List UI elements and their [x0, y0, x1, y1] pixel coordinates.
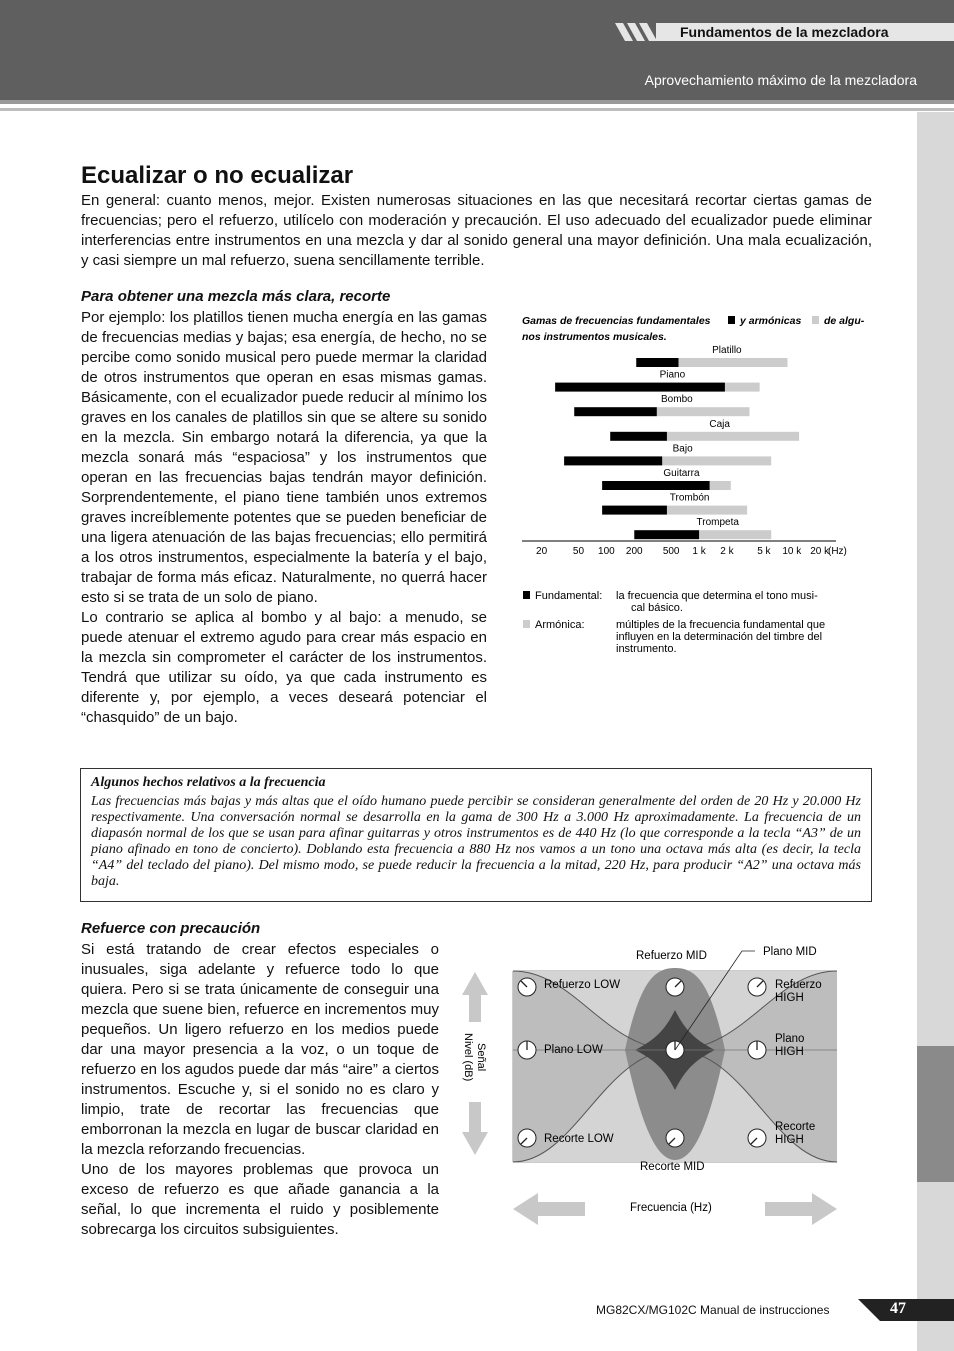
section2-paragraph-1: Si está tratando de crear efectos especiales o inusuales, siga adelante y refuerce todo lo que quiera. Pero si se trata únicamente de conseguir una mezcla que suene bien, refuerce en incrementos muy pequeños. Un ligero refuerzo en los medios puede dar una mayor presencia a la voz, o un toque de refuerzo en los agudos puede dar más “aire” a ciertos instrumentos. Escuche y, si el sonido no es claro y limpio, trate de recortar las frecuencias que emborronan la mezcla en lugar de buscar claridad en la mezcla reforzando frecuencias.	[81, 941, 439, 1158]
left-arrow-icon	[513, 1193, 585, 1225]
footer-manual-title: MG82CX/MG102C Manual de instrucciones	[596, 1303, 830, 1317]
x-axis-unit: (Hz)	[828, 546, 847, 557]
right-arrow-icon	[765, 1193, 837, 1225]
knob-recorte-low	[518, 1129, 536, 1147]
label-plano-high-1: Plano	[775, 1033, 805, 1045]
chart-title-part1: Gamas de frecuencias fundamentales	[522, 315, 711, 327]
fundamental-bar-1	[555, 383, 725, 392]
label-recorte-high-1: Recorte	[775, 1121, 816, 1133]
knob-plano-high	[748, 1041, 766, 1059]
x-tick-label-9: 20 k	[810, 546, 830, 557]
chart-title-part2: y armónicas	[740, 315, 802, 327]
x-axis-label: Frecuencia (Hz)	[630, 1202, 712, 1214]
knob-refuerzo-high	[748, 978, 766, 996]
instrument-label-2: Bombo	[661, 394, 693, 406]
y-axis-label-2: Nivel (dB)	[462, 1033, 474, 1082]
harmonic-bar-0	[679, 358, 788, 367]
label-recorte-high-2: HIGH	[775, 1134, 804, 1146]
x-tick-label-0: 20	[536, 546, 548, 557]
section2-body	[81, 940, 439, 1240]
instrument-label-0: Platillo	[712, 345, 742, 356]
section1-paragraph-1: Por ejemplo: los platillos tienen mucha energía en las gamas de frecuencias medias y bajas; esa energía, de hecho, no se percibe como sonido musical pero puede mermar la claridad de otros instrumentos que operan en esas mismas gamas. Básicamente, con el ecualizador puede reducir al mínimo los graves en los canales de platillos sin que se altere su sonido en la mezcla. Sin embargo notará la diferencia, ya que la mezcla sonará más “espaciosa” y los instrumentos que operan en las frecuencias bajas tendrán mayor definición. Sorprendentemente, el piano tiene también unos extremos graves increíblemente potentes que se pueden beneficiar de una ligera atenuación de las bajas frecuencias; ello permitirá a los otros instrumentos, especialmente la batería y el bajo, trabajar de forma más eficaz. Naturalmente, no querrá hacer esto si se trata de un solo de piano.	[81, 309, 487, 606]
label-recorte-mid: Recorte MID	[640, 1161, 705, 1173]
label-plano-high-2: HIGH	[775, 1046, 804, 1058]
x-tick-label-8: 10 k	[782, 546, 802, 557]
legend-fundamental-label: Fundamental:	[535, 590, 603, 602]
section1-heading: Para obtener una mezcla más clara, recorte	[81, 288, 391, 305]
x-tick-label-3: 200	[625, 546, 643, 557]
stripes-icon	[615, 23, 663, 41]
chart-title-line2: nos instrumentos musicales.	[522, 331, 667, 343]
harmonic-bar-1	[725, 383, 760, 392]
page-number-tab	[858, 1299, 954, 1321]
section1-paragraph-2: Lo contrario se aplica al bombo y al bajo: a menudo, se puede atenuar el extremo agudo para crear más espacio en la mezcla sin comprometer el carácter de los instrumentos. Tendrá que utilizar su oído, ya que cada instrumento es diferente y, por ejemplo, a veces deseará potenciar el “chasquido” de un bajo.	[81, 609, 487, 726]
section2-paragraph-2: Uno de los mayores problemas que provoca un exceso de refuerzo es que añade ganancia a la señal, lo que incrementa el ruido y posiblemente sobrecarga los circuitos subsiguientes.	[81, 1161, 439, 1238]
label-plano-low: Plano LOW	[544, 1044, 603, 1056]
intro-paragraph: En general: cuanto menos, mejor. Existen numerosas situaciones en las que necesitará recortar ciertas gamas de frecuencias; pero el refuerzo, utilícelo con moderación y precaución. El uso adecuado del ecualizador puede eliminar interferencias entre instrumentos en una mezcla y dar al sonido general una mayor definición. Una mala ecualización, y casi siempre un mal refuerzo, suena sencillamente terrible.	[81, 192, 872, 269]
harmonic-bar-7	[699, 530, 771, 539]
chart-title-fundamental-swatch	[728, 316, 735, 324]
fundamental-bar-7	[634, 530, 699, 539]
harmonic-bar-3	[667, 432, 799, 441]
label-refuerzo-high-2: HIGH	[775, 992, 804, 1004]
chart-title-part3: de algu-	[824, 315, 865, 327]
legend-harmonic-text-3: instrumento.	[616, 643, 677, 655]
frequency-facts-box	[80, 768, 872, 902]
eq-diagram	[455, 940, 845, 1230]
page-number: 47	[890, 1300, 906, 1317]
x-tick-label-4: 500	[662, 546, 680, 557]
knob-plano-low	[518, 1041, 536, 1059]
knob-refuerzo-low	[518, 978, 536, 996]
x-tick-label-5: 1 k	[692, 546, 706, 557]
section-title: Fundamentos de la mezcladora	[680, 24, 889, 40]
fundamental-bar-3	[610, 432, 667, 441]
fundamental-bar-5	[602, 481, 710, 490]
instrument-label-1: Piano	[659, 369, 686, 381]
harmonic-bar-5	[710, 481, 731, 490]
x-tick-label-2: 100	[598, 546, 615, 557]
frequency-range-chart	[515, 308, 875, 668]
fundamental-bar-2	[574, 407, 657, 416]
down-arrow-icon	[462, 1102, 488, 1155]
page-title: Ecualizar o no ecualizar	[81, 162, 354, 189]
legend-fundamental-text-1: la frecuencia que determina el tono musi-	[616, 590, 818, 602]
label-refuerzo-high-1: Refuerzo	[775, 979, 822, 991]
instrument-label-3: Caja	[709, 418, 730, 430]
fundamental-bar-0	[636, 358, 678, 367]
x-tick-label-6: 2 k	[720, 546, 734, 557]
legend-harmonic-label: Armónica:	[535, 619, 585, 631]
y-axis-label-1: Señal	[475, 1043, 487, 1072]
legend-fundamental-swatch	[523, 591, 530, 599]
side-tab	[917, 1046, 954, 1182]
x-tick-label-1: 50	[572, 546, 585, 557]
fundamental-bar-4	[564, 456, 662, 465]
instrument-label-6: Trombón	[669, 492, 710, 504]
instrument-label-4: Bajo	[672, 443, 693, 455]
fundamental-bar-6	[602, 506, 667, 515]
header-divider-thin	[0, 108, 954, 111]
section1-body	[81, 308, 487, 728]
up-arrow-icon	[462, 972, 488, 1022]
knob-refuerzo-mid	[666, 978, 684, 996]
instrument-label-7: Trompeta	[696, 517, 739, 529]
harmonic-bar-2	[657, 407, 750, 416]
knob-recorte-mid	[666, 1129, 684, 1147]
knob-recorte-high	[748, 1129, 766, 1147]
legend-harmonic-text-1: múltiples de la frecuencia fundamental que	[616, 619, 826, 631]
label-recorte-low: Recorte LOW	[544, 1133, 614, 1145]
box-text: Las frecuencias más bajas y más altas que el oído humano puede percibir se consideran generalmente del orden de 20 Hz y 20.000 Hz respectivamente. Una conversación normal se desarrolla en la gama de 300 Hz a 3.000 Hz aproximadamente. La frecuencia de un diapasón normal de los que se usan para afinar guitarras y otros instrumentos es de 440 Hz (lo que corresponde a la tecla “A3” de un piano afinado en tono de concierto). Doblando esta frecuencia a 880 Hz nos vamos a un tono una octava más alta (es decir, la tecla “A4” del teclado del piano). Del mismo modo, se puede reducir la frecuencia a la mitad, 220 Hz, para producir “A2” una octava más baja.	[91, 794, 861, 889]
chart-title-harmonic-swatch	[812, 316, 819, 324]
legend-harmonic-swatch	[523, 620, 530, 628]
harmonic-bar-6	[667, 506, 747, 515]
instrument-label-5: Guitarra	[663, 468, 700, 479]
x-tick-label-7: 5 k	[757, 546, 771, 557]
legend-harmonic-text-2: influyen en la determinación del timbre del	[616, 631, 823, 643]
box-title: Algunos hechos relativos a la frecuencia	[91, 775, 326, 790]
subsection-title: Aprovechamiento máximo de la mezcladora	[644, 72, 917, 88]
label-refuerzo-mid: Refuerzo MID	[636, 950, 707, 962]
legend-fundamental-text-2: cal básico.	[631, 602, 683, 614]
header-divider	[0, 100, 954, 104]
label-refuerzo-low: Refuerzo LOW	[544, 979, 621, 991]
harmonic-bar-4	[662, 456, 771, 465]
section2-heading: Refuerce con precaución	[81, 920, 261, 937]
label-plano-mid: Plano MID	[763, 946, 817, 958]
